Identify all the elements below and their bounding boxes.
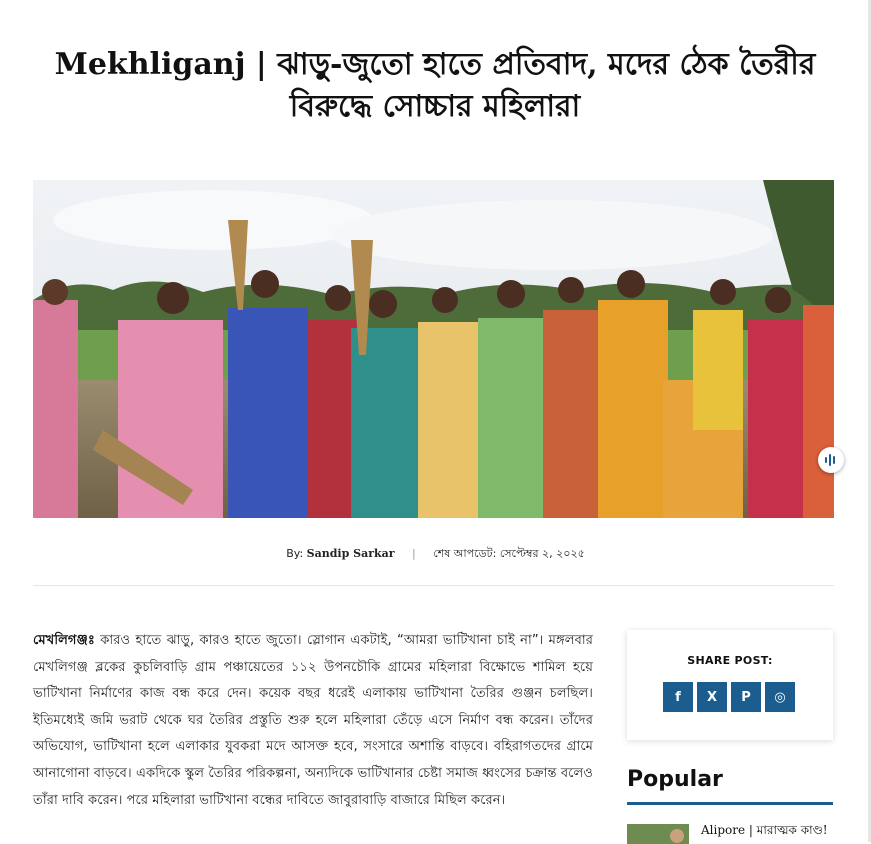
facebook-share-button[interactable]	[663, 682, 693, 712]
popular-heading: Popular	[627, 767, 723, 792]
divider	[33, 585, 834, 586]
article-meta	[0, 545, 871, 564]
popular-item-thumbnail[interactable]	[627, 824, 689, 844]
popular-item-title[interactable]: Alipore | মারাত্মক কাণ্ড!	[701, 823, 828, 837]
share-card	[627, 630, 833, 740]
audio-wave-icon	[824, 453, 838, 467]
whatsapp-icon: ◎	[774, 689, 786, 705]
article-body	[33, 628, 593, 814]
article-text: কারও হাতে ঝাড়ু, কারও হাতে জুতো। স্লোগান একটাই, “আমরা ভাটিখানা চাই না”। মঙ্গলবার মেখলিগঞ্জ ব্লকের কুচলিবাড়ি গ্রাম পঞ্চায়েতের ১১২ উপনচৌকি গ্রামের মহিলারা বিক্ষোভে শামিল হয়ে ভাটিখানা নির্মাণের কাজ বন্ধ করে দেন। কয়েক বছর ধরেই এলাকায় ভাটিখানা তৈরির গুঞ্জন চলছিল। ইতিমধ্যেই জমি ভরাট থেকে ঘর তৈরির প্রস্তুতি শুরু হলে মহিলারা তেঁড়ে এসে নির্মাণ বন্ধ করেন। তাঁদের অভিযোগ, ভাটিখানা হলে এলাকার যুবকরা মদে আসক্ত হবে, সংসারে অশান্তি বাড়বে। বহিরাগতদের গ্রামে আনাগোনা বাড়বে। একদিকে স্কুল তৈরির পরিকল্পনা, অন্যদিকে ভাটিখানার চেষ্টা সমাজ ধ্বংসের চক্রান্ত বলেও তাঁরা দাবি করেন। পরে মহিলারা ভাটিখানা বন্ধের দাবিতে জাবুরাবাড়ি বাজারে মিছিল করেন।	[33, 633, 593, 808]
facebook-icon: f	[675, 689, 681, 705]
updated-label: শেষ আপডেট:	[433, 547, 497, 560]
share-buttons	[663, 682, 795, 712]
audio-player-button[interactable]	[818, 447, 844, 473]
pinterest-share-button[interactable]	[731, 682, 761, 712]
hero-image	[33, 180, 834, 518]
x-icon: X	[706, 689, 718, 705]
article-title: Mekhliganj | ঝাড়ু-জুতো হাতে প্রতিবাদ, মদের ঠেক তৈরীর বিরুদ্ধে সোচ্চার মহিলারা	[54, 47, 816, 124]
author-link[interactable]: Sandip Sarkar	[306, 547, 395, 560]
updated-date: সেপ্টেম্বর ২, ২০২৫	[499, 547, 585, 560]
whatsapp-share-button[interactable]	[765, 682, 795, 712]
popular-underline	[627, 802, 833, 805]
article-lead: মেখলিগঞ্জঃ	[33, 633, 95, 648]
pinterest-icon: P	[741, 689, 751, 705]
thumbnail-illustration	[627, 824, 689, 844]
hero-photo-illustration	[33, 180, 834, 518]
meta-separator: |	[412, 547, 416, 560]
byline-prefix: By:	[286, 547, 304, 560]
share-title: SHARE POST:	[687, 654, 773, 667]
x-share-button[interactable]	[697, 682, 727, 712]
